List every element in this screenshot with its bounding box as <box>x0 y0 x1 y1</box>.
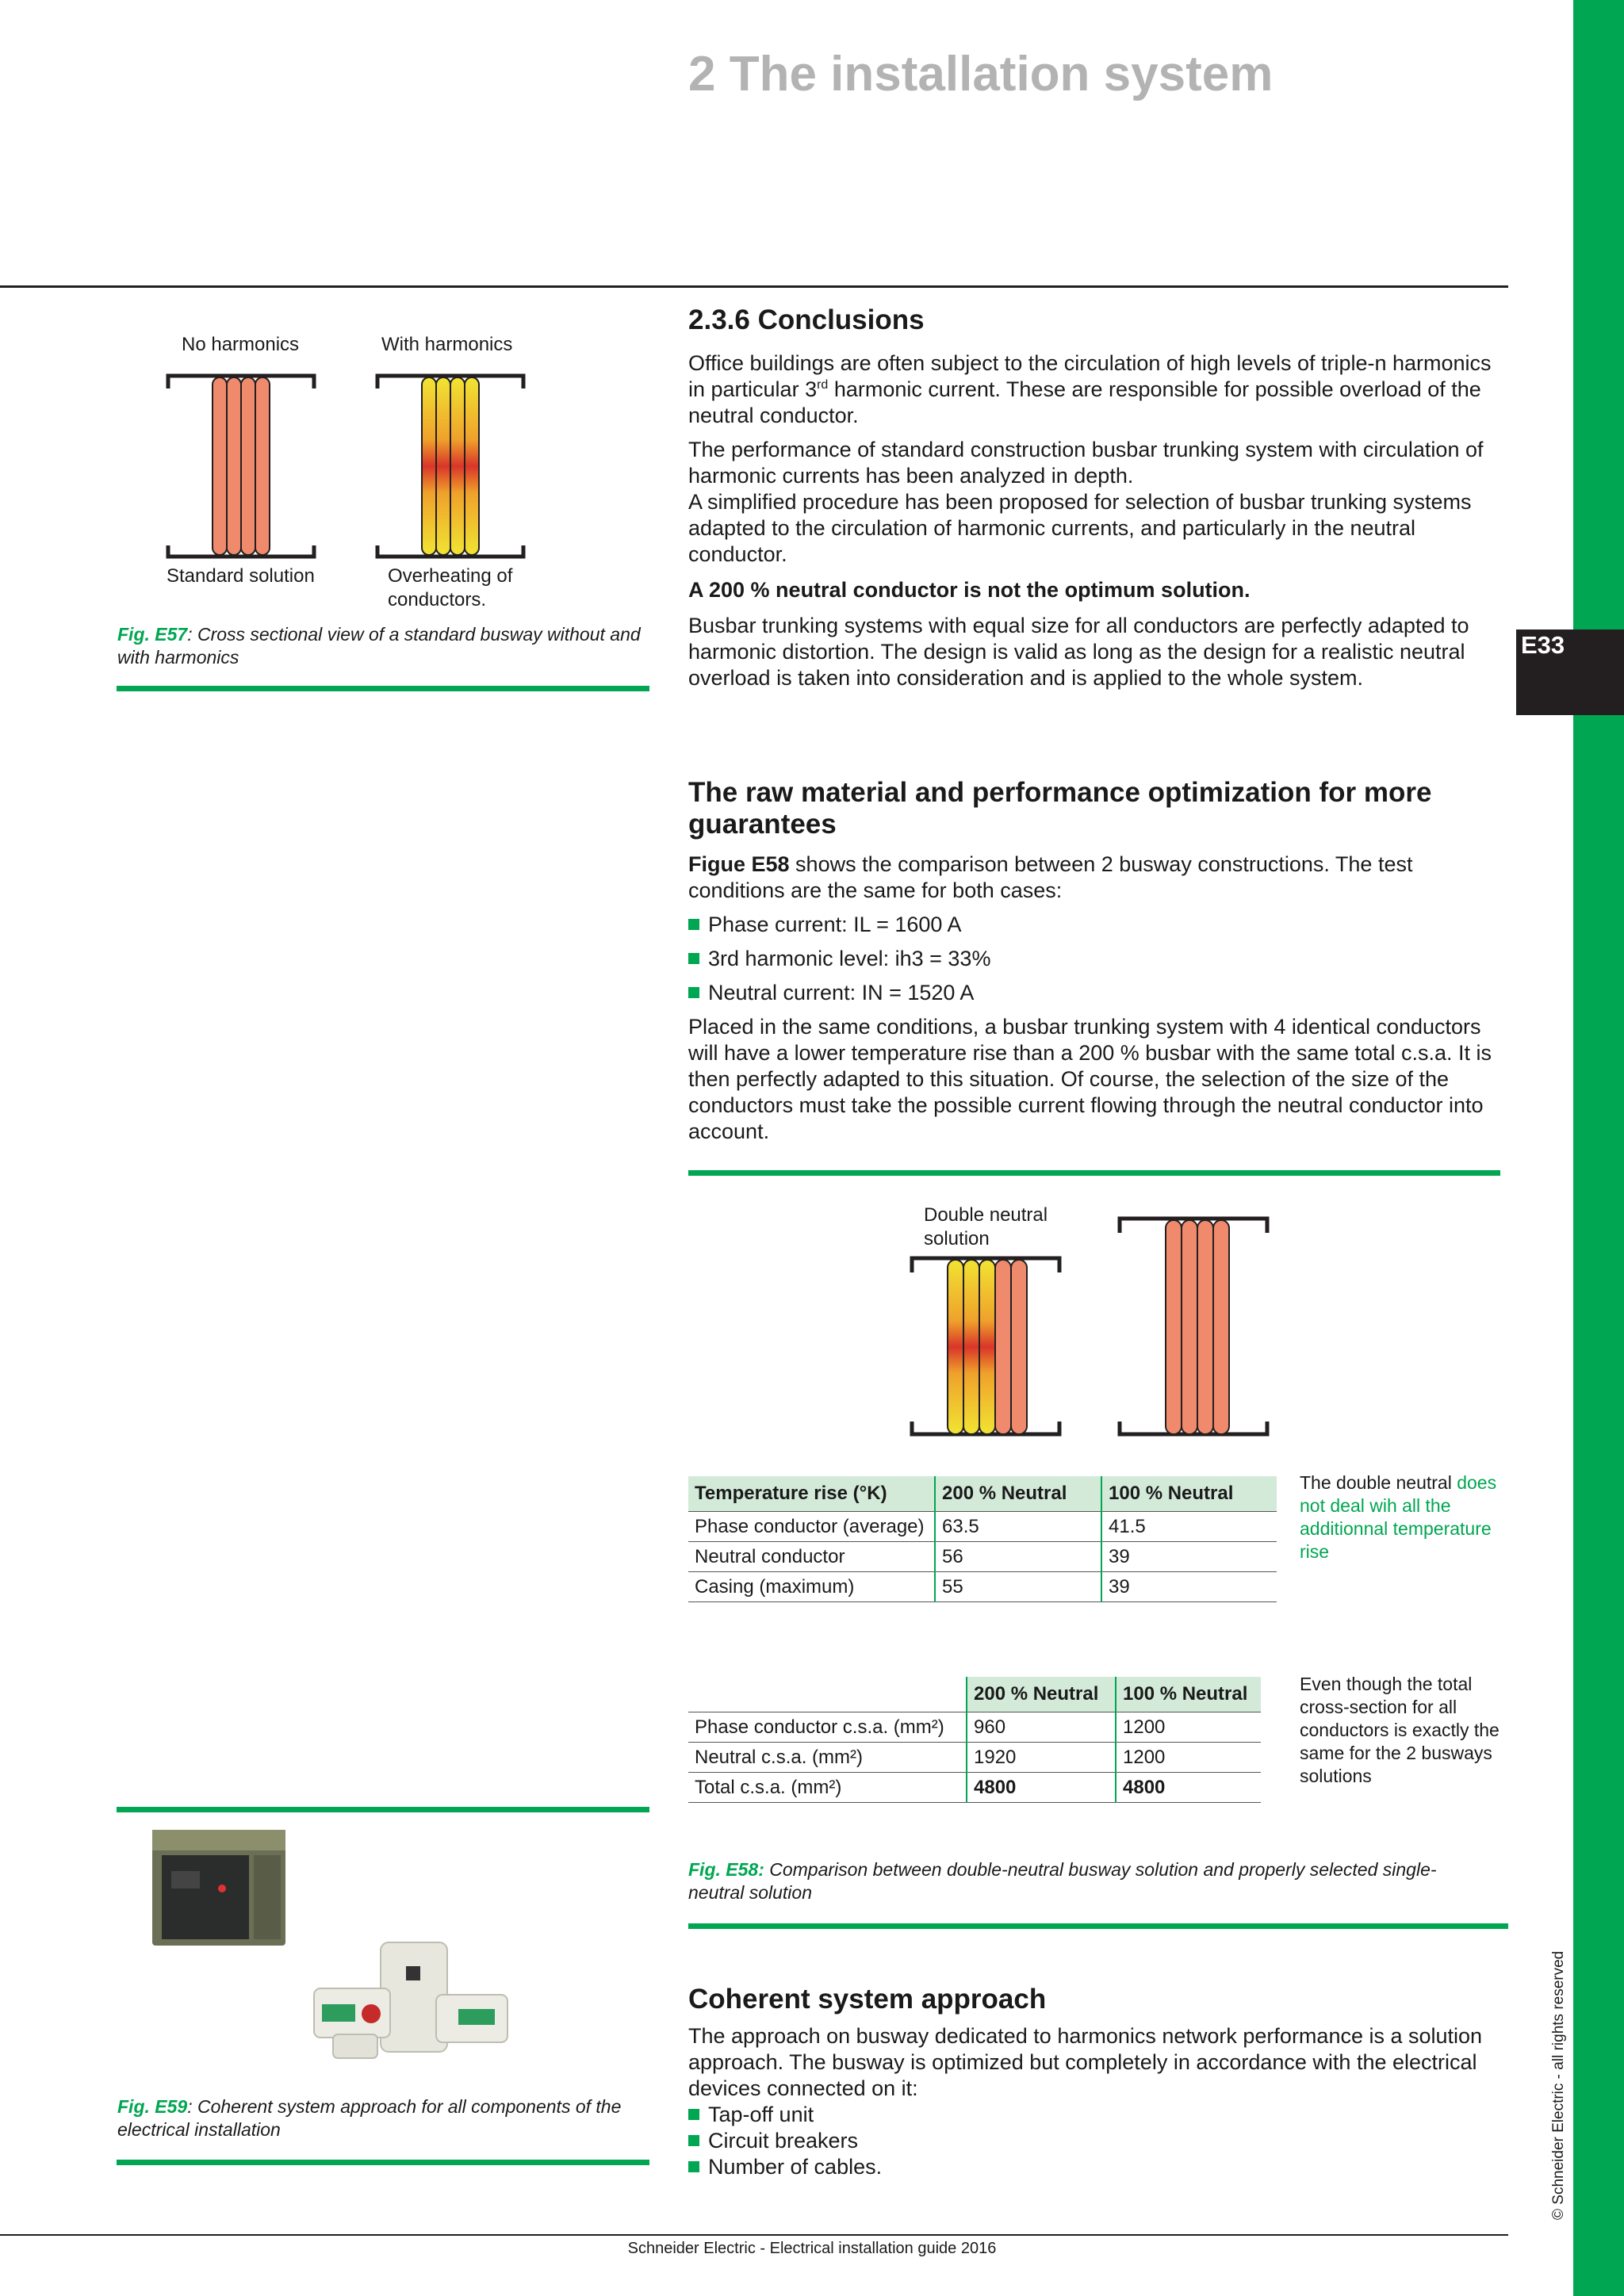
copyright-text: © Schneider Electric - all rights reserved <box>1550 1950 1567 2220</box>
fig58-caption-number: Fig. E58: <box>688 1859 764 1880</box>
fig59-top-green-rule <box>117 1807 649 1812</box>
bullet-text: 3rd harmonic level: ih3 = 33% <box>708 947 991 970</box>
fig57-label-standard-solution: Standard solution <box>167 565 315 587</box>
p1-text-b: harmonic current. These are responsible for possible overload of the neutral conductor. <box>688 377 1481 427</box>
busway-single-neutral <box>1120 1219 1267 1434</box>
table-cell: 55 <box>935 1572 1101 1602</box>
footer-text: Schneider Electric - Electrical installation guide 2016 <box>627 2240 997 2257</box>
section-236-title: 2.3.6 Conclusions <box>688 304 925 335</box>
table-row <box>688 1773 1261 1803</box>
list-item <box>688 912 1507 938</box>
bullet-square-icon <box>688 987 699 998</box>
fig57-label-overheating-2: conductors. <box>388 589 487 610</box>
p1-text-a: Office buildings are often subject to the circulation of high levels of triple-n harmonics in particular 3 <box>688 351 1492 401</box>
section-raw-p2: Placed in the same conditions, a busbar trunking system with 4 identical conductors will have a lower temperature rise than a 200 % busbar with the same total c.s.a. It is then perfectly adapted to this situation. Of course, the selection of the size of the conductors must take the possible current flowing through the neutral conductor into account. <box>688 1015 1492 1143</box>
fig-reference: Figue E58 <box>688 852 790 876</box>
csa-table <box>688 1677 1261 1803</box>
table-cell: Total c.s.a. (mm²) <box>688 1773 967 1803</box>
fig59-caption-text: : Coherent system approach for all components of the electrical installation <box>117 2096 622 2140</box>
list-item <box>688 946 1507 972</box>
bullet-text: Number of cables. <box>708 2155 883 2179</box>
section-236-p4: A 200 % neutral conductor is not the optimum solution. <box>688 578 1251 602</box>
bullet-text: Circuit breakers <box>708 2129 859 2152</box>
bullet-text: Neutral current: IN = 1520 A <box>708 981 975 1004</box>
table-header: 100 % Neutral <box>1101 1476 1277 1512</box>
section-236-p2: The performance of standard construction busbar trunking system with circulation of harmonic currents has been analyzed in depth. <box>688 438 1484 488</box>
bullet-square-icon <box>688 953 699 964</box>
table-header: 200 % Neutral <box>935 1476 1101 1512</box>
fig58-note-csa: Even though the total cross-section for all conductors is exactly the same for the 2 busways solutions <box>1300 1674 1500 1786</box>
table-cell: Phase conductor c.s.a. (mm²) <box>688 1712 967 1743</box>
table-header: 100 % Neutral <box>1116 1677 1261 1712</box>
table-cell: 1200 <box>1116 1743 1261 1773</box>
section-236-p5: Busbar trunking systems with equal size for all conductors are perfectly adapted to harmonic distortion. The design is valid as long as the design for a realistic neutral overload is taken into consideration and is applied to the whole system. <box>688 614 1469 690</box>
table-cell: Phase conductor (average) <box>688 1512 935 1542</box>
fig57-label-with-harmonics: With harmonics <box>381 334 513 355</box>
note-highlight-text: does not deal wih all the additionnal temperature rise <box>1300 1472 1497 1562</box>
table-cell: 39 <box>1101 1572 1277 1602</box>
bullet-square-icon <box>688 2135 699 2146</box>
section-raw-p1-text: shows the comparison between 2 busway constructions. The test conditions are the same for both cases: <box>688 852 1413 902</box>
page-number: E33 <box>1521 631 1565 659</box>
fig58-note-temperature <box>1300 1471 1507 1563</box>
temperature-table <box>688 1476 1277 1602</box>
section-236-p3: A simplified procedure has been proposed for selection of busbar trunking systems adapted to the circulation of harmonic currents, and particularly in the neutral conductor. <box>688 490 1472 566</box>
busway-standard <box>168 376 314 557</box>
fig58-top-green-rule <box>688 1170 1500 1176</box>
table-cell: 1200 <box>1116 1712 1261 1743</box>
table-cell: Neutral c.s.a. (mm²) <box>688 1743 967 1773</box>
table-cell: 41.5 <box>1101 1512 1277 1542</box>
section-raw-p1 <box>688 851 1507 904</box>
bullet-text: Tap-off unit <box>708 2103 814 2126</box>
table-row <box>688 1712 1261 1743</box>
fig57-caption-text: : Cross sectional view of a standard busway without and with harmonics <box>117 624 641 668</box>
bullet-square-icon <box>688 2109 699 2120</box>
table-header-row <box>688 1476 1277 1512</box>
fig57-busway-diagram <box>159 365 539 571</box>
footer-rule <box>0 2234 1508 2236</box>
table-header: 200 % Neutral <box>967 1677 1116 1712</box>
fig58-label-double-neutral-1: Double neutral <box>924 1204 1048 1226</box>
section-236-body <box>688 350 1507 691</box>
table-cell: 63.5 <box>935 1512 1101 1542</box>
list-item <box>688 2154 1507 2180</box>
section-coherent-title: Coherent system approach <box>688 1984 1047 2015</box>
green-side-strip <box>1573 0 1624 2296</box>
table-cell: 39 <box>1101 1542 1277 1572</box>
fig57-label-no-harmonics: No harmonics <box>182 334 300 355</box>
list-item <box>688 2102 1507 2128</box>
chapter-title: 2 The installation system <box>688 47 1274 101</box>
section-raw-title: The raw material and performance optimization for more guarantees <box>688 777 1432 840</box>
table-cell: 4800 <box>1116 1773 1261 1803</box>
circuit-breaker-icon <box>152 1830 285 1946</box>
fig59-caption <box>117 2095 649 2141</box>
fig58-label-double-neutral-2: solution <box>924 1228 990 1249</box>
table-cell: Neutral conductor <box>688 1542 935 1572</box>
fig58-caption-text: Comparison between double-neutral busway solution and properly selected single-neutral solution <box>688 1859 1437 1903</box>
fig58-caption <box>688 1858 1481 1904</box>
bullet-square-icon <box>688 2161 699 2172</box>
tap-off-unit-icon <box>314 1942 508 2058</box>
bullet-text: Phase current: IL = 1600 A <box>708 913 962 936</box>
fig58-bottom-green-rule <box>688 1923 1508 1929</box>
busway-double-neutral <box>912 1258 1059 1434</box>
table-cell: Casing (maximum) <box>688 1572 935 1602</box>
table-cell: 1920 <box>967 1743 1116 1773</box>
table-header: Temperature rise (°K) <box>688 1476 935 1512</box>
section-coherent-p1: The approach on busway dedicated to harmonics network performance is a solution approach. The busway is optimized but completely in accordance with the electrical devices connected on it: <box>688 2024 1483 2100</box>
list-item <box>688 980 1507 1006</box>
p1-superscript: rd <box>817 378 829 392</box>
header-rule <box>0 285 1508 288</box>
table-row <box>688 1542 1277 1572</box>
table-cell: 56 <box>935 1542 1101 1572</box>
fig57-label-overheating-1: Overheating of <box>388 565 513 587</box>
table-cell: 960 <box>967 1712 1116 1743</box>
section-coherent-body <box>688 2023 1507 2180</box>
fig58-busway-diagram <box>904 1209 1293 1447</box>
section-236-p1 <box>688 350 1507 429</box>
table-row <box>688 1743 1261 1773</box>
table-header <box>688 1677 967 1712</box>
fig59-devices-photo <box>143 1823 539 2077</box>
page-number-tab <box>1516 629 1624 715</box>
fig59-bottom-green-rule <box>117 2160 649 2165</box>
table-row <box>688 1512 1277 1542</box>
table-cell: 4800 <box>967 1773 1116 1803</box>
busway-with-harmonics <box>377 376 523 557</box>
fig57-green-rule <box>117 686 649 691</box>
table-header-row <box>688 1677 1261 1712</box>
fig57-caption <box>117 623 641 669</box>
bullet-square-icon <box>688 919 699 930</box>
note-text: The double neutral <box>1300 1472 1457 1493</box>
fig59-caption-number: Fig. E59 <box>117 2096 188 2117</box>
section-raw-body <box>688 851 1507 1145</box>
table-row <box>688 1572 1277 1602</box>
fig57-caption-number: Fig. E57 <box>117 624 188 645</box>
list-item <box>688 2128 1507 2154</box>
